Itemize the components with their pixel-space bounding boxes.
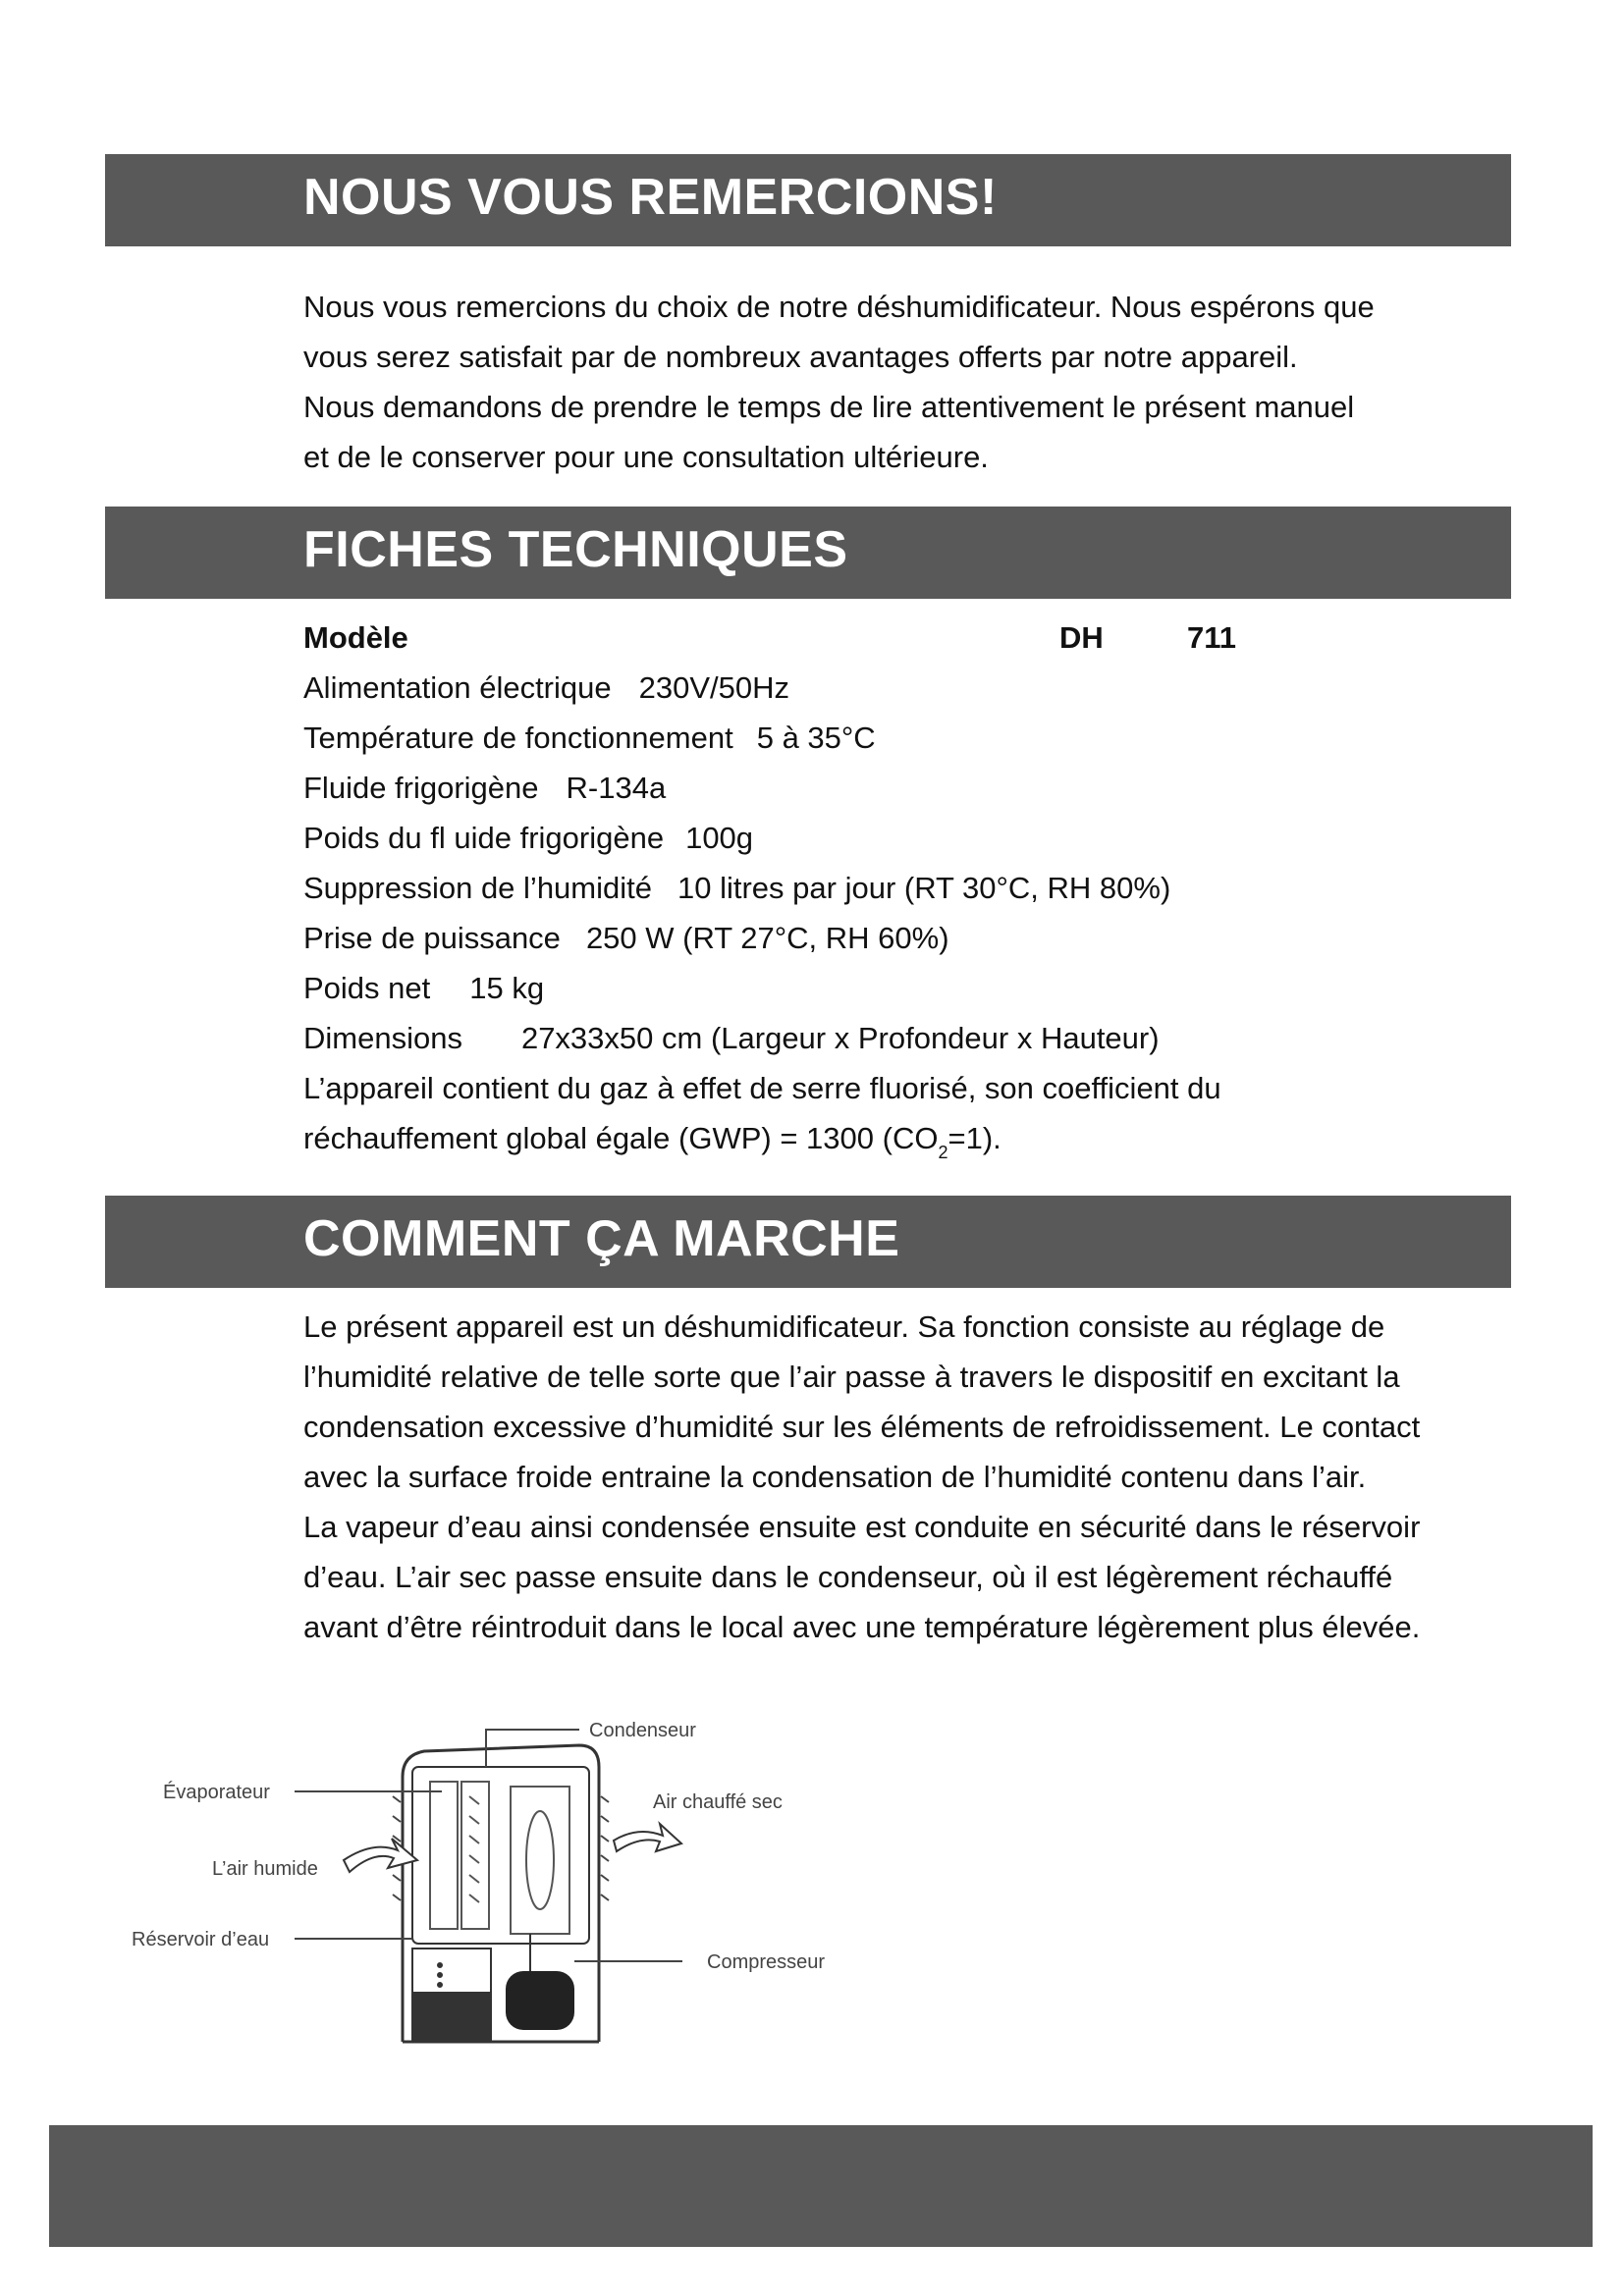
section-title-how: COMMENT ÇA MARCHE: [303, 1210, 900, 1267]
side-vents: [393, 1796, 609, 1900]
dehumidifier-diagram: [118, 1708, 864, 2081]
text-line: vous serez satisfait par de nombreux avantages offerts par notre appareil.: [303, 340, 1298, 374]
spec-value: 250 W (RT 27°C, RH 60%): [585, 921, 949, 955]
spec-row: [303, 663, 1511, 713]
spec-label: Poids net: [303, 971, 431, 1005]
spec-row: [303, 963, 1511, 1013]
spec-row: [303, 863, 1511, 913]
section-header-specs: [105, 507, 1511, 599]
how-paragraph: [303, 1302, 1511, 1652]
spec-value: 15 kg: [469, 971, 545, 1005]
thanks-paragraph: [303, 282, 1511, 482]
spec-label: Température de fonctionnement: [303, 721, 733, 755]
label-reservoir: Réservoir d’eau: [132, 1929, 270, 1950]
label-compresseur: Compresseur: [707, 1951, 826, 1973]
label-air-chauffe: Air chauffé sec: [653, 1791, 783, 1813]
text-line: l’humidité relative de telle sorte que l’air passe à travers le dispositif en excitant la: [303, 1360, 1400, 1394]
evaporator-coil: [430, 1782, 489, 1929]
section-title-thanks: NOUS VOUS REMERCIONS!: [303, 169, 998, 226]
spec-row: [303, 713, 1511, 763]
text-line: Le présent appareil est un déshumidificateur. Sa fonction consiste au réglage de: [303, 1309, 1385, 1344]
spec-label: Poids du fl uide frigorigène: [303, 821, 665, 855]
gas-line-2: [303, 1113, 1511, 1163]
section-header-thanks: [105, 154, 1511, 246]
model-prefix: DH: [1059, 620, 1104, 655]
text-line: Nous vous remercions du choix de notre déshumidificateur. Nous espérons que: [303, 290, 1375, 324]
airflow-arrows: [344, 1824, 681, 1872]
label-evaporateur: Évaporateur: [163, 1782, 270, 1803]
spec-value: 230V/50Hz: [638, 670, 790, 705]
co2-subscript: 2: [938, 1143, 948, 1162]
spec-value: R-134a: [566, 771, 667, 805]
spec-label: Alimentation électrique: [303, 670, 612, 705]
model-number: 711: [1187, 620, 1237, 655]
model-row: [303, 613, 1511, 663]
water-tank: [412, 1949, 491, 2042]
spec-label: Fluide frigorigène: [303, 771, 539, 805]
spec-row: [303, 813, 1511, 863]
gas-text: réchauffement global égale (GWP) = 1300 (CO: [303, 1121, 939, 1155]
text-line: avec la surface froide entraine la condensation de l’humidité contenu dans l’air.: [303, 1460, 1367, 1494]
text-line: avant d’être réintroduit dans le local avec une température légèrement plus élevée.: [303, 1610, 1421, 1644]
spec-value: 100g: [685, 821, 754, 855]
spec-value: 10 litres par jour (RT 30°C, RH 80%): [677, 871, 1171, 905]
spec-value: 27x33x50 cm (Largeur x Profondeur x Hauteur): [520, 1021, 1160, 1055]
text-line: condensation excessive d’humidité sur les éléments de refroidissement. Le contact: [303, 1410, 1421, 1444]
spec-label: Dimensions: [303, 1021, 462, 1055]
gas-text-end: =1).: [947, 1121, 1001, 1155]
spec-row: [303, 763, 1511, 813]
label-air-humide: L’air humide: [212, 1858, 318, 1880]
specs-table: [303, 613, 1511, 1163]
compressor-icon: [506, 1934, 574, 2030]
text-line: La vapeur d’eau ainsi condensée ensuite est conduite en sécurité dans le réservoir: [303, 1510, 1421, 1544]
section-title-specs: FICHES TECHNIQUES: [303, 521, 848, 578]
text-line: Nous demandons de prendre le temps de lire attentivement le présent manuel: [303, 390, 1355, 424]
label-condenseur: Condenseur: [589, 1720, 696, 1741]
model-label: Modèle: [303, 620, 408, 655]
spec-row: [303, 913, 1511, 963]
spec-label: Prise de puissance: [303, 921, 561, 955]
text-line: et de le conserver pour une consultation ultérieure.: [303, 440, 989, 474]
spec-label: Suppression de l’humidité: [303, 871, 652, 905]
fan-icon: [511, 1787, 569, 1934]
gas-line: L’appareil contient du gaz à effet de serre fluorisé, son coefficient du: [303, 1071, 1221, 1105]
section-header-how: [105, 1196, 1511, 1288]
footer-band: [49, 2125, 1593, 2247]
spec-value: 5 à 35°C: [756, 721, 876, 755]
text-line: d’eau. L’air sec passe ensuite dans le condenseur, où il est légèrement réchauffé: [303, 1560, 1393, 1594]
spec-row: [303, 1013, 1511, 1063]
